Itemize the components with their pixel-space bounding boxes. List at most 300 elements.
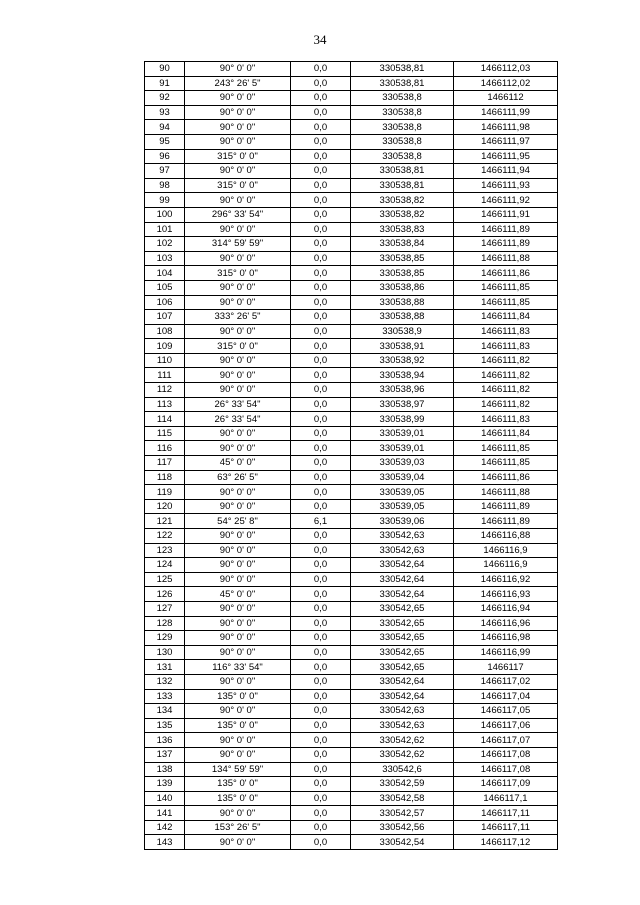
point-number-cell: 95 (145, 134, 185, 149)
distance-cell: 0,0 (291, 91, 351, 106)
angle-cell: 90° 0' 0" (185, 62, 291, 77)
distance-cell: 0,0 (291, 193, 351, 208)
table-row (145, 587, 558, 602)
distance-cell: 0,0 (291, 368, 351, 383)
table-row (145, 353, 558, 368)
point-number-cell: 93 (145, 105, 185, 120)
x-coordinate-cell: 330542,64 (351, 689, 454, 704)
point-number-cell: 142 (145, 820, 185, 835)
point-number-cell: 100 (145, 207, 185, 222)
x-coordinate-cell: 330542,59 (351, 777, 454, 792)
angle-cell: 90° 0' 0" (185, 558, 291, 573)
table-row (145, 164, 558, 179)
y-coordinate-cell: 1466111,89 (454, 237, 558, 252)
y-coordinate-cell: 1466111,86 (454, 266, 558, 281)
table-row (145, 660, 558, 675)
angle-cell: 315° 0' 0" (185, 149, 291, 164)
y-coordinate-cell: 1466117,02 (454, 674, 558, 689)
point-number-cell: 110 (145, 353, 185, 368)
point-number-cell: 116 (145, 441, 185, 456)
y-coordinate-cell: 1466117,08 (454, 762, 558, 777)
distance-cell: 0,0 (291, 295, 351, 310)
y-coordinate-cell: 1466111,85 (454, 280, 558, 295)
y-coordinate-cell: 1466117,07 (454, 733, 558, 748)
point-number-cell: 96 (145, 149, 185, 164)
table-row (145, 631, 558, 646)
x-coordinate-cell: 330538,81 (351, 164, 454, 179)
y-coordinate-cell: 1466111,91 (454, 207, 558, 222)
point-number-cell: 108 (145, 324, 185, 339)
table-row (145, 134, 558, 149)
angle-cell: 90° 0' 0" (185, 91, 291, 106)
y-coordinate-cell: 1466111,83 (454, 324, 558, 339)
table-row (145, 835, 558, 850)
table-row (145, 791, 558, 806)
angle-cell: 90° 0' 0" (185, 529, 291, 544)
x-coordinate-cell: 330542,54 (351, 835, 454, 850)
y-coordinate-cell: 1466117 (454, 660, 558, 675)
point-number-cell: 113 (145, 397, 185, 412)
y-coordinate-cell: 1466111,84 (454, 310, 558, 325)
point-number-cell: 117 (145, 456, 185, 471)
point-number-cell: 115 (145, 426, 185, 441)
point-number-cell: 138 (145, 762, 185, 777)
y-coordinate-cell: 1466111,85 (454, 441, 558, 456)
point-number-cell: 114 (145, 412, 185, 427)
x-coordinate-cell: 330542,63 (351, 704, 454, 719)
x-coordinate-cell: 330538,83 (351, 222, 454, 237)
x-coordinate-cell: 330542,65 (351, 616, 454, 631)
point-number-cell: 112 (145, 383, 185, 398)
distance-cell: 0,0 (291, 222, 351, 237)
y-coordinate-cell: 1466116,9 (454, 558, 558, 573)
angle-cell: 90° 0' 0" (185, 704, 291, 719)
angle-cell: 90° 0' 0" (185, 426, 291, 441)
point-number-cell: 120 (145, 499, 185, 514)
angle-cell: 90° 0' 0" (185, 353, 291, 368)
distance-cell: 0,0 (291, 324, 351, 339)
table-row (145, 601, 558, 616)
point-number-cell: 123 (145, 543, 185, 558)
point-number-cell: 111 (145, 368, 185, 383)
table-row (145, 456, 558, 471)
angle-cell: 315° 0' 0" (185, 178, 291, 193)
y-coordinate-cell: 1466116,9 (454, 543, 558, 558)
table-row (145, 777, 558, 792)
distance-cell: 0,0 (291, 470, 351, 485)
y-coordinate-cell: 1466111,88 (454, 251, 558, 266)
angle-cell: 90° 0' 0" (185, 134, 291, 149)
x-coordinate-cell: 330542,64 (351, 587, 454, 602)
point-number-cell: 140 (145, 791, 185, 806)
x-coordinate-cell: 330538,81 (351, 62, 454, 77)
angle-cell: 296° 33' 54" (185, 207, 291, 222)
coordinates-table (144, 61, 558, 850)
x-coordinate-cell: 330538,81 (351, 76, 454, 91)
table-row (145, 412, 558, 427)
distance-cell: 0,0 (291, 383, 351, 398)
x-coordinate-cell: 330539,05 (351, 499, 454, 514)
x-coordinate-cell: 330538,8 (351, 134, 454, 149)
point-number-cell: 98 (145, 178, 185, 193)
angle-cell: 63° 26' 5" (185, 470, 291, 485)
y-coordinate-cell: 1466111,84 (454, 426, 558, 441)
x-coordinate-cell: 330538,84 (351, 237, 454, 252)
y-coordinate-cell: 1466111,89 (454, 499, 558, 514)
x-coordinate-cell: 330542,63 (351, 718, 454, 733)
x-coordinate-cell: 330538,92 (351, 353, 454, 368)
point-number-cell: 99 (145, 193, 185, 208)
point-number-cell: 126 (145, 587, 185, 602)
point-number-cell: 134 (145, 704, 185, 719)
point-number-cell: 101 (145, 222, 185, 237)
point-number-cell: 135 (145, 718, 185, 733)
angle-cell: 90° 0' 0" (185, 733, 291, 748)
y-coordinate-cell: 1466112 (454, 91, 558, 106)
y-coordinate-cell: 1466111,86 (454, 470, 558, 485)
angle-cell: 90° 0' 0" (185, 251, 291, 266)
x-coordinate-cell: 330538,88 (351, 295, 454, 310)
table-row (145, 397, 558, 412)
distance-cell: 0,0 (291, 543, 351, 558)
distance-cell: 0,0 (291, 791, 351, 806)
distance-cell: 0,0 (291, 572, 351, 587)
y-coordinate-cell: 1466117,04 (454, 689, 558, 704)
table-row (145, 266, 558, 281)
y-coordinate-cell: 1466112,02 (454, 76, 558, 91)
table-row (145, 806, 558, 821)
table-row (145, 689, 558, 704)
table-row (145, 251, 558, 266)
table-row (145, 280, 558, 295)
y-coordinate-cell: 1466111,82 (454, 368, 558, 383)
distance-cell: 0,0 (291, 149, 351, 164)
x-coordinate-cell: 330538,82 (351, 207, 454, 222)
x-coordinate-cell: 330538,85 (351, 266, 454, 281)
x-coordinate-cell: 330542,62 (351, 733, 454, 748)
angle-cell: 135° 0' 0" (185, 689, 291, 704)
point-number-cell: 129 (145, 631, 185, 646)
x-coordinate-cell: 330539,01 (351, 426, 454, 441)
y-coordinate-cell: 1466111,83 (454, 412, 558, 427)
x-coordinate-cell: 330542,65 (351, 601, 454, 616)
x-coordinate-cell: 330542,56 (351, 820, 454, 835)
table-row (145, 105, 558, 120)
x-coordinate-cell: 330538,94 (351, 368, 454, 383)
distance-cell: 0,0 (291, 806, 351, 821)
distance-cell: 0,0 (291, 733, 351, 748)
y-coordinate-cell: 1466111,82 (454, 353, 558, 368)
distance-cell: 0,0 (291, 178, 351, 193)
page-number: 34 (313, 32, 327, 47)
y-coordinate-cell: 1466116,93 (454, 587, 558, 602)
angle-cell: 90° 0' 0" (185, 105, 291, 120)
y-coordinate-cell: 1466117,11 (454, 820, 558, 835)
y-coordinate-cell: 1466111,99 (454, 105, 558, 120)
table-row (145, 499, 558, 514)
y-coordinate-cell: 1466117,09 (454, 777, 558, 792)
distance-cell: 0,0 (291, 353, 351, 368)
angle-cell: 116° 33' 54" (185, 660, 291, 675)
distance-cell: 0,0 (291, 164, 351, 179)
table-row (145, 339, 558, 354)
distance-cell: 0,0 (291, 718, 351, 733)
distance-cell: 0,0 (291, 762, 351, 777)
distance-cell: 0,0 (291, 134, 351, 149)
distance-cell: 0,0 (291, 689, 351, 704)
distance-cell: 0,0 (291, 704, 351, 719)
table-row (145, 616, 558, 631)
x-coordinate-cell: 330542,63 (351, 543, 454, 558)
y-coordinate-cell: 1466117,1 (454, 791, 558, 806)
distance-cell: 0,0 (291, 412, 351, 427)
x-coordinate-cell: 330539,03 (351, 456, 454, 471)
y-coordinate-cell: 1466111,88 (454, 485, 558, 500)
point-number-cell: 127 (145, 601, 185, 616)
angle-cell: 90° 0' 0" (185, 543, 291, 558)
table-row (145, 368, 558, 383)
angle-cell: 90° 0' 0" (185, 631, 291, 646)
table-row (145, 222, 558, 237)
angle-cell: 90° 0' 0" (185, 806, 291, 821)
y-coordinate-cell: 1466117,05 (454, 704, 558, 719)
point-number-cell: 136 (145, 733, 185, 748)
y-coordinate-cell: 1466111,82 (454, 383, 558, 398)
x-coordinate-cell: 330542,64 (351, 674, 454, 689)
distance-cell: 0,0 (291, 339, 351, 354)
coordinates-table-body (145, 62, 558, 850)
distance-cell: 0,0 (291, 835, 351, 850)
y-coordinate-cell: 1466111,97 (454, 134, 558, 149)
x-coordinate-cell: 330539,01 (351, 441, 454, 456)
point-number-cell: 94 (145, 120, 185, 135)
y-coordinate-cell: 1466117,12 (454, 835, 558, 850)
table-row (145, 704, 558, 719)
y-coordinate-cell: 1466117,11 (454, 806, 558, 821)
distance-cell: 0,0 (291, 601, 351, 616)
x-coordinate-cell: 330542,63 (351, 529, 454, 544)
distance-cell: 0,0 (291, 426, 351, 441)
angle-cell: 135° 0' 0" (185, 791, 291, 806)
distance-cell: 0,0 (291, 207, 351, 222)
x-coordinate-cell: 330538,85 (351, 251, 454, 266)
angle-cell: 90° 0' 0" (185, 645, 291, 660)
table-row (145, 120, 558, 135)
distance-cell: 0,0 (291, 645, 351, 660)
y-coordinate-cell: 1466116,96 (454, 616, 558, 631)
distance-cell: 0,0 (291, 310, 351, 325)
angle-cell: 90° 0' 0" (185, 193, 291, 208)
table-row (145, 426, 558, 441)
point-number-cell: 102 (145, 237, 185, 252)
distance-cell: 0,0 (291, 499, 351, 514)
table-row (145, 295, 558, 310)
distance-cell: 0,0 (291, 397, 351, 412)
table-row (145, 572, 558, 587)
point-number-cell: 109 (145, 339, 185, 354)
distance-cell: 0,0 (291, 441, 351, 456)
point-number-cell: 141 (145, 806, 185, 821)
angle-cell: 153° 26' 5" (185, 820, 291, 835)
y-coordinate-cell: 1466111,85 (454, 295, 558, 310)
distance-cell: 0,0 (291, 266, 351, 281)
distance-cell: 0,0 (291, 237, 351, 252)
angle-cell: 90° 0' 0" (185, 835, 291, 850)
point-number-cell: 137 (145, 747, 185, 762)
angle-cell: 90° 0' 0" (185, 572, 291, 587)
y-coordinate-cell: 1466112,03 (454, 62, 558, 77)
x-coordinate-cell: 330538,8 (351, 91, 454, 106)
x-coordinate-cell: 330542,6 (351, 762, 454, 777)
distance-cell: 0,0 (291, 76, 351, 91)
angle-cell: 90° 0' 0" (185, 368, 291, 383)
y-coordinate-cell: 1466111,98 (454, 120, 558, 135)
y-coordinate-cell: 1466111,83 (454, 339, 558, 354)
point-number-cell: 119 (145, 485, 185, 500)
angle-cell: 90° 0' 0" (185, 441, 291, 456)
table-row (145, 193, 558, 208)
point-number-cell: 105 (145, 280, 185, 295)
angle-cell: 90° 0' 0" (185, 485, 291, 500)
x-coordinate-cell: 330538,8 (351, 120, 454, 135)
y-coordinate-cell: 1466116,92 (454, 572, 558, 587)
x-coordinate-cell: 330542,57 (351, 806, 454, 821)
distance-cell: 0,0 (291, 777, 351, 792)
x-coordinate-cell: 330538,99 (351, 412, 454, 427)
table-row (145, 324, 558, 339)
table-row (145, 310, 558, 325)
point-number-cell: 132 (145, 674, 185, 689)
angle-cell: 135° 0' 0" (185, 777, 291, 792)
x-coordinate-cell: 330542,65 (351, 660, 454, 675)
x-coordinate-cell: 330539,04 (351, 470, 454, 485)
x-coordinate-cell: 330542,64 (351, 572, 454, 587)
y-coordinate-cell: 1466111,93 (454, 178, 558, 193)
angle-cell: 90° 0' 0" (185, 164, 291, 179)
y-coordinate-cell: 1466111,85 (454, 456, 558, 471)
y-coordinate-cell: 1466116,99 (454, 645, 558, 660)
point-number-cell: 91 (145, 76, 185, 91)
x-coordinate-cell: 330538,81 (351, 178, 454, 193)
distance-cell: 0,0 (291, 631, 351, 646)
angle-cell: 90° 0' 0" (185, 616, 291, 631)
angle-cell: 90° 0' 0" (185, 674, 291, 689)
table-row (145, 718, 558, 733)
y-coordinate-cell: 1466111,92 (454, 193, 558, 208)
point-number-cell: 128 (145, 616, 185, 631)
point-number-cell: 118 (145, 470, 185, 485)
point-number-cell: 97 (145, 164, 185, 179)
distance-cell: 0,0 (291, 105, 351, 120)
x-coordinate-cell: 330542,58 (351, 791, 454, 806)
y-coordinate-cell: 1466116,88 (454, 529, 558, 544)
distance-cell: 0,0 (291, 280, 351, 295)
x-coordinate-cell: 330538,96 (351, 383, 454, 398)
x-coordinate-cell: 330538,88 (351, 310, 454, 325)
point-number-cell: 90 (145, 62, 185, 77)
angle-cell: 45° 0' 0" (185, 587, 291, 602)
distance-cell: 0,0 (291, 251, 351, 266)
table-row (145, 207, 558, 222)
angle-cell: 134° 59' 59" (185, 762, 291, 777)
y-coordinate-cell: 1466111,89 (454, 514, 558, 529)
distance-cell: 0,0 (291, 485, 351, 500)
distance-cell: 0,0 (291, 529, 351, 544)
point-number-cell: 133 (145, 689, 185, 704)
x-coordinate-cell: 330542,65 (351, 645, 454, 660)
x-coordinate-cell: 330538,8 (351, 149, 454, 164)
angle-cell: 26° 33' 54" (185, 412, 291, 427)
table-row (145, 529, 558, 544)
table-row (145, 543, 558, 558)
angle-cell: 54° 25' 8" (185, 514, 291, 529)
point-number-cell: 106 (145, 295, 185, 310)
angle-cell: 243° 26' 5" (185, 76, 291, 91)
angle-cell: 333° 26' 5" (185, 310, 291, 325)
x-coordinate-cell: 330538,86 (351, 280, 454, 295)
distance-cell: 0,0 (291, 558, 351, 573)
y-coordinate-cell: 1466111,89 (454, 222, 558, 237)
x-coordinate-cell: 330538,8 (351, 105, 454, 120)
point-number-cell: 143 (145, 835, 185, 850)
distance-cell: 0,0 (291, 820, 351, 835)
table-row (145, 62, 558, 77)
x-coordinate-cell: 330542,62 (351, 747, 454, 762)
table-row (145, 91, 558, 106)
point-number-cell: 92 (145, 91, 185, 106)
point-number-cell: 124 (145, 558, 185, 573)
x-coordinate-cell: 330538,97 (351, 397, 454, 412)
angle-cell: 90° 0' 0" (185, 499, 291, 514)
table-row (145, 558, 558, 573)
angle-cell: 26° 33' 54" (185, 397, 291, 412)
table-row (145, 733, 558, 748)
angle-cell: 315° 0' 0" (185, 266, 291, 281)
distance-cell: 0,0 (291, 747, 351, 762)
x-coordinate-cell: 330538,9 (351, 324, 454, 339)
distance-cell: 0,0 (291, 120, 351, 135)
angle-cell: 90° 0' 0" (185, 747, 291, 762)
table-row (145, 470, 558, 485)
point-number-cell: 130 (145, 645, 185, 660)
distance-cell: 0,0 (291, 587, 351, 602)
distance-cell: 6,1 (291, 514, 351, 529)
x-coordinate-cell: 330542,64 (351, 558, 454, 573)
point-number-cell: 103 (145, 251, 185, 266)
x-coordinate-cell: 330542,65 (351, 631, 454, 646)
distance-cell: 0,0 (291, 616, 351, 631)
x-coordinate-cell: 330539,05 (351, 485, 454, 500)
angle-cell: 90° 0' 0" (185, 601, 291, 616)
table-row (145, 514, 558, 529)
table-row (145, 149, 558, 164)
point-number-cell: 121 (145, 514, 185, 529)
distance-cell: 0,0 (291, 674, 351, 689)
x-coordinate-cell: 330539,06 (351, 514, 454, 529)
distance-cell: 0,0 (291, 660, 351, 675)
y-coordinate-cell: 1466117,06 (454, 718, 558, 733)
point-number-cell: 107 (145, 310, 185, 325)
table-row (145, 485, 558, 500)
x-coordinate-cell: 330538,82 (351, 193, 454, 208)
angle-cell: 315° 0' 0" (185, 339, 291, 354)
y-coordinate-cell: 1466111,94 (454, 164, 558, 179)
point-number-cell: 139 (145, 777, 185, 792)
table-row (145, 441, 558, 456)
point-number-cell: 125 (145, 572, 185, 587)
point-number-cell: 122 (145, 529, 185, 544)
angle-cell: 45° 0' 0" (185, 456, 291, 471)
